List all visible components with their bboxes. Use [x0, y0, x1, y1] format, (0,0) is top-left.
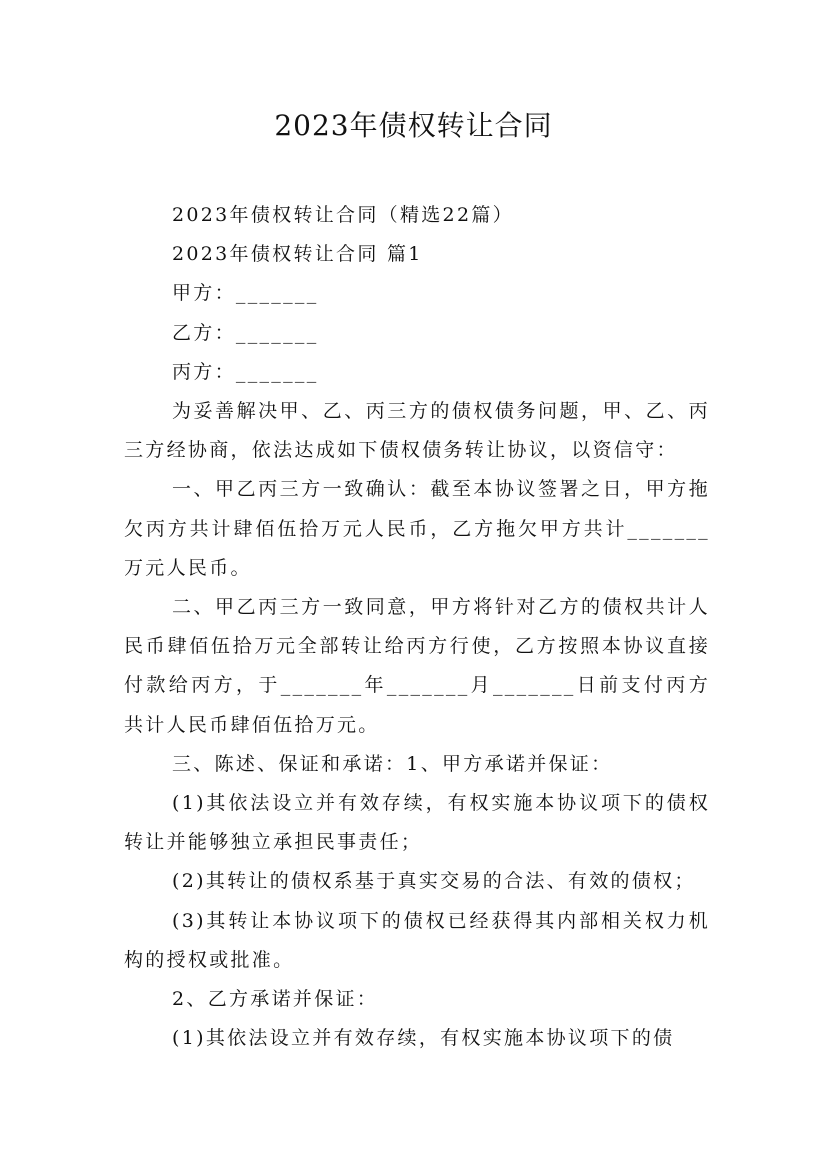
paragraph-party-b: 乙方：_______	[172, 321, 319, 344]
paragraph-item: (3)其转让本协议项下的债权已经获得其内部相关权力机构的授权或批准。	[124, 909, 710, 971]
paragraph-subtitle: 2023年债权转让合同（精选22篇）	[172, 204, 514, 226]
paragraph-section-heading: 2023年债权转让合同 篇1	[172, 243, 423, 266]
document-body	[124, 196, 710, 1058]
paragraph-item: (2)其转让的债权系基于真实交易的合法、有效的债权；	[172, 870, 696, 893]
paragraph-preamble: 为妥善解决甲、乙、丙三方的债权债务问题，甲、乙、丙三方经协商，依法达成如下债权债务转让协议，以资信守：	[124, 400, 710, 462]
paragraph-party-c: 丙方：_______	[172, 360, 319, 383]
paragraph-party-a: 甲方：_______	[172, 282, 319, 305]
paragraph-clause-1: 一、甲乙丙三方一致确认：截至本协议签署之日，甲方拖欠丙方共计肆佰伍拾万元人民币，乙方拖欠甲方共计_______万元人民币。	[124, 478, 710, 579]
paragraph-item: (1)其依法设立并有效存续，有权实施本协议项下的债	[172, 1027, 675, 1050]
paragraph-clause-2: 二、甲乙丙三方一致同意，甲方将针对乙方的债权共计人民币肆佰伍拾万元全部转让给丙方行使，乙方按照本协议直接付款给丙方，于_______年_______月_______日前支付丙方共计人民币肆佰伍拾万元。	[124, 596, 710, 736]
paragraph-item: (1)其依法设立并有效存续，有权实施本协议项下的债权转让并能够独立承担民事责任；	[124, 792, 710, 854]
paragraph-subclause: 2、乙方承诺并保证：	[172, 988, 379, 1011]
paragraph-clause-3: 三、陈述、保证和承诺：1、甲方承诺并保证：	[172, 752, 613, 775]
document-title: 2023年债权转让合同	[274, 109, 553, 142]
